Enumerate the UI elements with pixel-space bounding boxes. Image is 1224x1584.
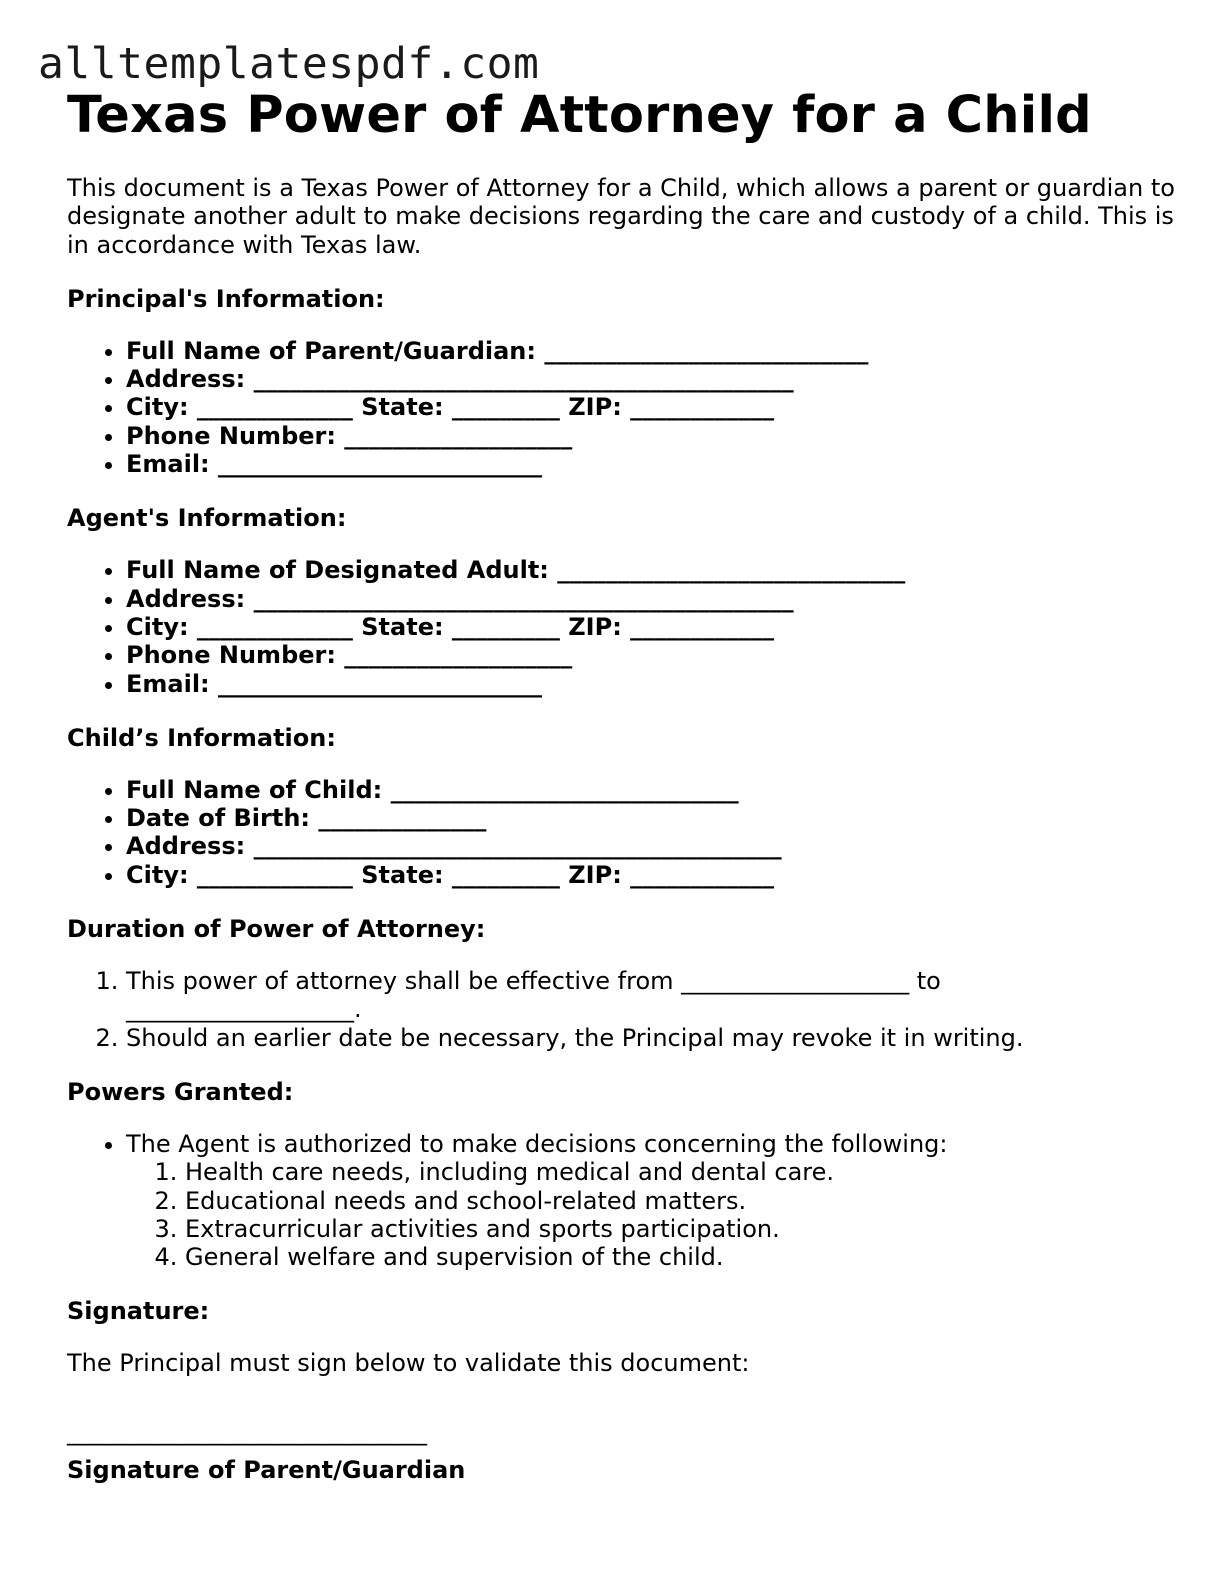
agent-full-name-field[interactable]: • Full Name of Designated Adult: _____________________________ xyxy=(126,556,1177,584)
powers-heading: Powers Granted: xyxy=(67,1077,294,1106)
signature-instructions: The Principal must sign below to validate this document: xyxy=(67,1349,750,1378)
principal-email-field[interactable]: • Email: ___________________________ xyxy=(126,450,1177,478)
duration-effective-dates-field[interactable]: 1. This power of attorney shall be effective from ___________________ to ___________________. xyxy=(126,967,1177,1024)
child-full-name-field[interactable]: • Full Name of Child: _____________________________ xyxy=(126,776,1177,804)
power-item: 1. Health care needs, including medical and dental care. xyxy=(185,1158,1177,1186)
signature-line[interactable]: ______________________________ xyxy=(67,1417,427,1446)
agent-address-field[interactable]: • Address: _____________________________________________ xyxy=(126,585,1177,613)
duration-heading: Duration of Power of Attorney: xyxy=(67,915,486,944)
agent-city-state-zip-field[interactable]: • City: _____________ State: _________ ZIP: ____________ xyxy=(126,613,1177,641)
intro-paragraph: This document is a Texas Power of Attorney for a Child, which allows a parent or guardian to designate another adult to make decisions regarding the care and custody of a child. This is in accordance with Texas law. xyxy=(67,174,1175,259)
document-title: Texas Power of Attorney for a Child xyxy=(67,86,1092,145)
duration-revoke-text: 2. Should an earlier date be necessary, the Principal may revoke it in writing. xyxy=(126,1024,1177,1052)
document-body xyxy=(67,86,1177,1484)
child-address-field[interactable]: • Address: ____________________________________________ xyxy=(126,832,1177,860)
child-dob-field[interactable]: • Date of Birth: ______________ xyxy=(126,804,1177,832)
principal-city-state-zip-field[interactable]: • City: _____________ State: _________ ZIP: ____________ xyxy=(126,393,1177,421)
agent-phone-field[interactable]: • Phone Number: ___________________ xyxy=(126,641,1177,669)
powers-sublist xyxy=(126,1158,1177,1271)
duration-list xyxy=(67,967,1177,1052)
principal-phone-field[interactable]: • Phone Number: ___________________ xyxy=(126,422,1177,450)
watermark: alltemplatespdf.com xyxy=(38,39,540,89)
child-city-state-zip-field[interactable]: • City: _____________ State: _________ ZIP: ____________ xyxy=(126,861,1177,889)
power-item: 2. Educational needs and school-related matters. xyxy=(185,1187,1177,1215)
signature-heading: Signature: xyxy=(67,1297,210,1326)
power-item: 3. Extracurricular activities and sports participation. xyxy=(185,1215,1177,1243)
principal-fields xyxy=(67,337,1177,478)
agent-fields xyxy=(67,556,1177,697)
principal-address-field[interactable]: • Address: _____________________________________________ xyxy=(126,365,1177,393)
agent-heading: Agent's Information: xyxy=(67,504,347,533)
powers-list xyxy=(67,1130,1177,1271)
principal-full-name-field[interactable]: • Full Name of Parent/Guardian: ___________________________ xyxy=(126,337,1177,365)
child-heading: Child’s Information: xyxy=(67,723,336,752)
powers-lead-item xyxy=(126,1130,1177,1271)
signature-label: Signature of Parent/Guardian xyxy=(67,1455,466,1484)
principal-heading: Principal's Information: xyxy=(67,284,385,313)
powers-lead-text: The Agent is authorized to make decisions concerning the following: xyxy=(126,1129,948,1158)
child-fields xyxy=(67,776,1177,889)
agent-email-field[interactable]: • Email: ___________________________ xyxy=(126,670,1177,698)
power-item: 4. General welfare and supervision of the child. xyxy=(185,1243,1177,1271)
